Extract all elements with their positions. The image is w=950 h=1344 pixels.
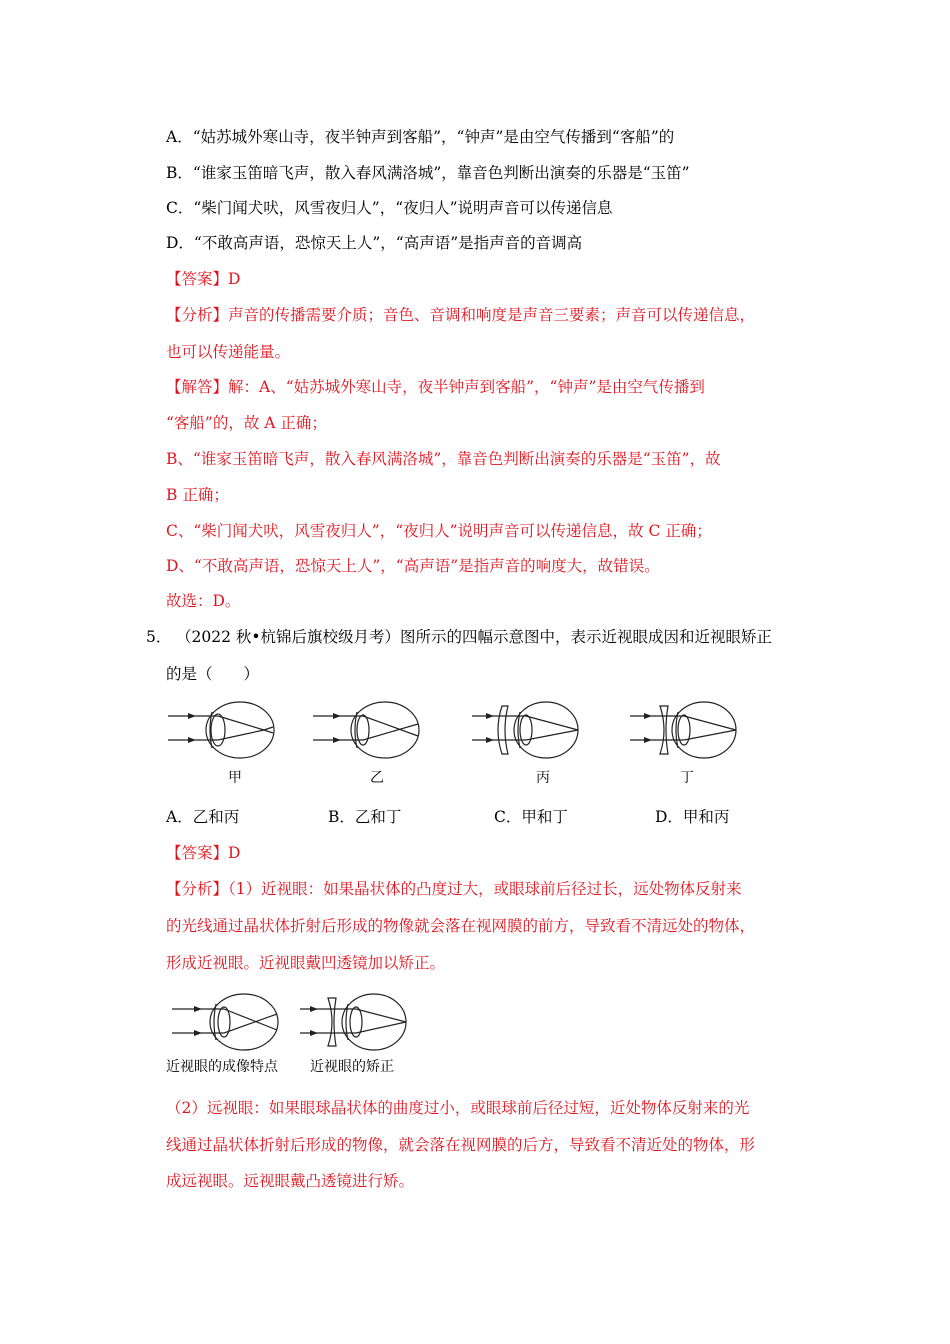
option-b: B．乙和丁 xyxy=(328,808,402,826)
analysis-line: （2）远视眼：如果眼球晶状体的曲度过小，或眼球前后径过短，近处物体反射来的光 xyxy=(166,1099,750,1117)
answer-line: 【答案】D xyxy=(166,270,241,288)
solution-line: B、“谁家玉笛暗飞声，散入春风满洛城”，靠音色判断出演奏的乐器是“玉笛”，故 xyxy=(166,450,721,468)
eye-diagram-ding xyxy=(630,700,740,760)
question-stem: 的是（ ） xyxy=(166,665,260,683)
option-a: A．“姑苏城外寒山寺，夜半钟声到客船”，“钟声”是由空气传播到“客船”的 xyxy=(166,128,675,146)
solution-line: D、“不敢高声语，恐惊天上人”，“高声语”是指声音的响度大，故错误。 xyxy=(166,557,660,575)
option-d: D．“不敢高声语，恐惊天上人”，“高声语”是指声音的音调高 xyxy=(166,234,583,252)
analysis-line: 线通过晶状体折射后形成的物像，就会落在视网膜的后方，导致看不清近处的物体，形 xyxy=(166,1136,756,1154)
analysis-line: 【分析】（1）近视眼：如果晶状体的凸度过大，或眼球前后径过长，远处物体反射来 xyxy=(166,880,742,898)
solution-line: “客船”的，故 A 正确； xyxy=(166,414,327,432)
solution-line: 故选：D。 xyxy=(166,592,241,610)
solution-line: 【解答】解：A、“姑苏城外寒山寺，夜半钟声到客船”，“钟声”是由空气传播到 xyxy=(166,378,705,396)
option-d: D．甲和丙 xyxy=(655,808,730,826)
figure-label: 丙 xyxy=(536,770,550,786)
eye-diagram-yi xyxy=(313,700,423,760)
question-stem: （2022 秋•杭锦后旗校级月考）图所示的四幅示意图中，表示近视眼成因和近视眼矫正 xyxy=(176,628,773,646)
option-c: C．“柴门闻犬吠，风雪夜归人”，“夜归人”说明声音可以传递信息 xyxy=(166,199,613,217)
myopia-correction-diagram xyxy=(300,992,410,1052)
figure-label: 乙 xyxy=(370,770,384,786)
question-number: 5． xyxy=(146,628,172,646)
figure-caption: 近视眼的矫正 xyxy=(310,1059,394,1075)
figure-label: 甲 xyxy=(228,770,242,786)
option-c: C．甲和丁 xyxy=(494,808,568,826)
eye-diagram-jia xyxy=(168,700,278,760)
analysis-line: 的光线通过晶状体折射后形成的物像就会落在视网膜的前方，导致看不清远处的物体， xyxy=(166,917,756,935)
figure-label: 丁 xyxy=(680,770,694,786)
answer-line: 【答案】D xyxy=(166,844,241,862)
solution-line: C、“柴门闻犬吠，风雪夜归人”，“夜归人”说明声音可以传递信息，故 C 正确； xyxy=(166,522,712,540)
option-a: A．乙和丙 xyxy=(166,808,240,826)
analysis-line: 形成近视眼。近视眼戴凹透镜加以矫正。 xyxy=(166,954,446,972)
eye-diagram-bing xyxy=(472,700,582,760)
myopia-imaging-diagram xyxy=(172,992,282,1052)
solution-line: B 正确； xyxy=(166,486,229,504)
analysis-line: 【分析】声音的传播需要介质；音色、音调和响度是声音三要素；声音可以传递信息， xyxy=(166,306,756,324)
analysis-line: 成远视眼。远视眼戴凸透镜进行矫。 xyxy=(166,1172,415,1190)
option-b: B．“谁家玉笛暗飞声，散入春风满洛城”，靠音色判断出演奏的乐器是“玉笛” xyxy=(166,164,690,182)
analysis-line: 也可以传递能量。 xyxy=(166,343,291,361)
figure-caption: 近视眼的成像特点 xyxy=(166,1059,278,1075)
